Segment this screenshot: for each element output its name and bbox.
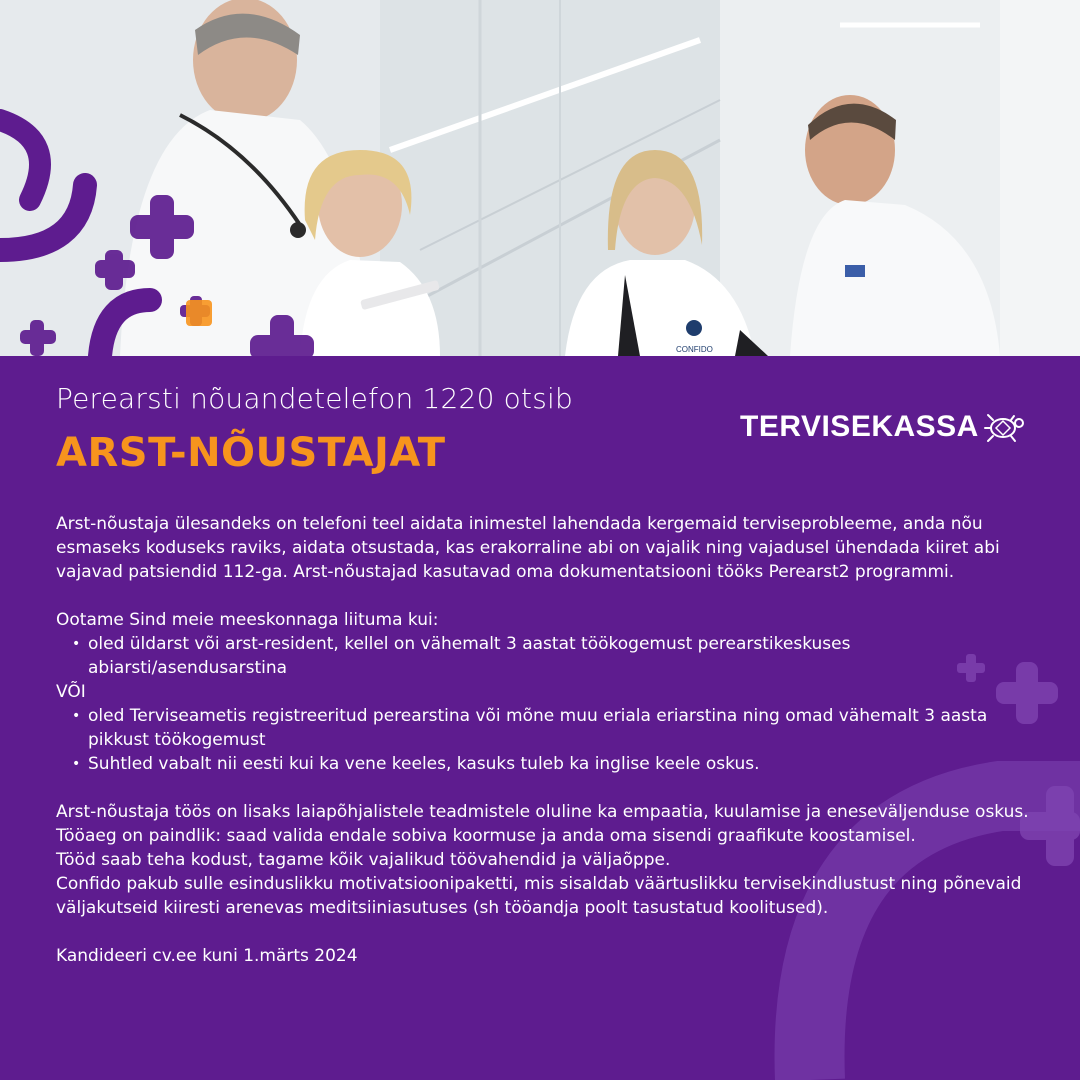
worktime-text: Tööaeg on paindlik: saad valida endale sobiva koormuse ja anda oma sisendi graafikute koostamisel. <box>56 826 916 846</box>
page-title: ARST-NÕUSTAJAT <box>56 430 446 476</box>
skills-text: Arst-nõustaja töös on lisaks laiapõhjalistele teadmistele oluline ka empaatia, kuulamise ja eneseväljenduse oskus. <box>56 802 1029 822</box>
remote-text: Tööd saab teha kodust, tagame kõik vajalikud töövahendid ja väljaõppe. <box>56 850 671 870</box>
requirements-list-2 <box>56 704 1046 776</box>
list-item: • Suhtled vabalt nii eesti kui ka vene keeles, kasuks tuleb ka inglise keele oskus. <box>88 752 1046 776</box>
doctors-photo-illustration <box>0 0 1080 356</box>
benefits-text: Confido pakub sulle esinduslikku motivatsioonipaketti, mis sisaldab väärtuslikku tervisekindlustust ning põnevaid väljakutseid kiiresti arenevas meditsiiniasutuses (sh tööandja poolt tasustatud koolitused). <box>56 874 1022 918</box>
confido-badge: CONFIDO <box>676 345 713 354</box>
header-photo <box>0 0 1080 356</box>
content-area <box>0 356 1080 1080</box>
tervisekassa-logo <box>740 410 1027 444</box>
job-description <box>56 512 1046 968</box>
list-item: • oled üldarst või arst-resident, kellel on vähemalt 3 aastat töökogemust perearstikeskuses abiarsti/asendusarstina <box>88 632 1046 680</box>
list-item: • oled Terviseametis registreeritud perearstina või mõne muu eriala eriarstina ning omad vähemalt 3 aasta pikkust töökogemust <box>88 704 1046 752</box>
logo-text: TERVISEKASSA <box>740 410 979 443</box>
apply-text: Kandideeri cv.ee kuni 1.märts 2024 <box>56 946 358 966</box>
turtle-logo-icon <box>983 410 1027 444</box>
join-lead-text: Ootame Sind meie meeskonnaga liituma kui: <box>56 610 439 630</box>
page-subtitle: Perearsti nõuandetelefon 1220 otsib <box>56 382 573 415</box>
requirements-list-1 <box>56 632 1046 680</box>
or-label: VÕI <box>56 682 86 702</box>
intro-text: Arst-nõustaja ülesandeks on telefoni teel aidata inimestel lahendada kergemaid terviseprobleeme, anda nõu esmaseks koduseks raviks, aidata otsustada, kas erakorraline abi on vajalik ning vajadusel ühendada kiiret abi vajavad patsiendid 112-ga. Arst-nõustajad kasutavad oma dokumentatsiooni tööks Perearst2 programmi. <box>56 514 1000 582</box>
